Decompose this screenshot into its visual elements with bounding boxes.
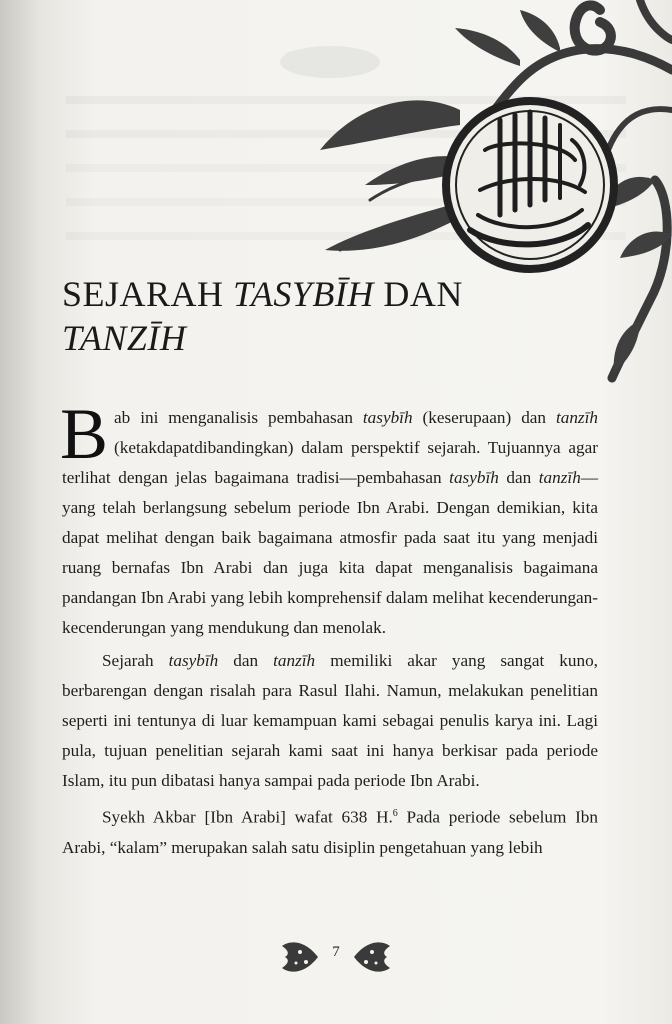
body-text bbox=[60, 394, 598, 863]
basmala-calligraphy-icon bbox=[446, 101, 614, 269]
drop-cap: B bbox=[60, 394, 109, 474]
paragraph-3: Syekh Akbar [Ibn Arabi] wafat 638 H.$^6$ Pada periode sebelum Ibn Arabi, “kalam” merupakan salah satu disiplin pengetahuan yang lebih bbox=[62, 807, 598, 857]
page-number: 7 bbox=[332, 944, 340, 960]
paragraph-1: Bab ini menganalisis pembahasan tasybīh (keserupaan) dan tanzīh (ketakdapatdibandingkan) dalam perspektif sejarah. Tujuannya agar terlihat dengan jelas bagaimana tradisi—pembahasan tasybīh dan tanzīh—yang telah berlangsung sebelum periode Ibn Arabi. Dengan demikian, kita dapat melihat dengan baik bagaimana atmosfir pada saat itu yang menjadi ruang bernafas Ibn Arabi dan juga kita dapat menganalisis bagaimana pandangan Ibn Arabi yang lebih komprehensif dalam melihat kecenderungan-kecenderungan yang mendukung dan menolak. bbox=[60, 394, 598, 637]
footnote-marker[interactable]: 6 bbox=[392, 808, 398, 819]
chapter-title: SEJARAH TASYBĪH DAN TANZĪH bbox=[62, 274, 463, 358]
paragraph-2: Sejarah tasybīh dan tanzīh memiliki akar yang sangat kuno, berbarengan dengan risalah para Rasul Ilahi. Namun, melakukan penelitian seperti ini tentunya di luar kemampuan kami sebagai penulis karya ini. Lagi pula, tujuan penelitian sejarah kami saat ini hanya berkisar pada periode Islam, itu pun dibatasi hanya sampai pada periode Ibn Arabi. bbox=[62, 651, 598, 790]
faint-top-ornament-icon bbox=[280, 46, 380, 78]
